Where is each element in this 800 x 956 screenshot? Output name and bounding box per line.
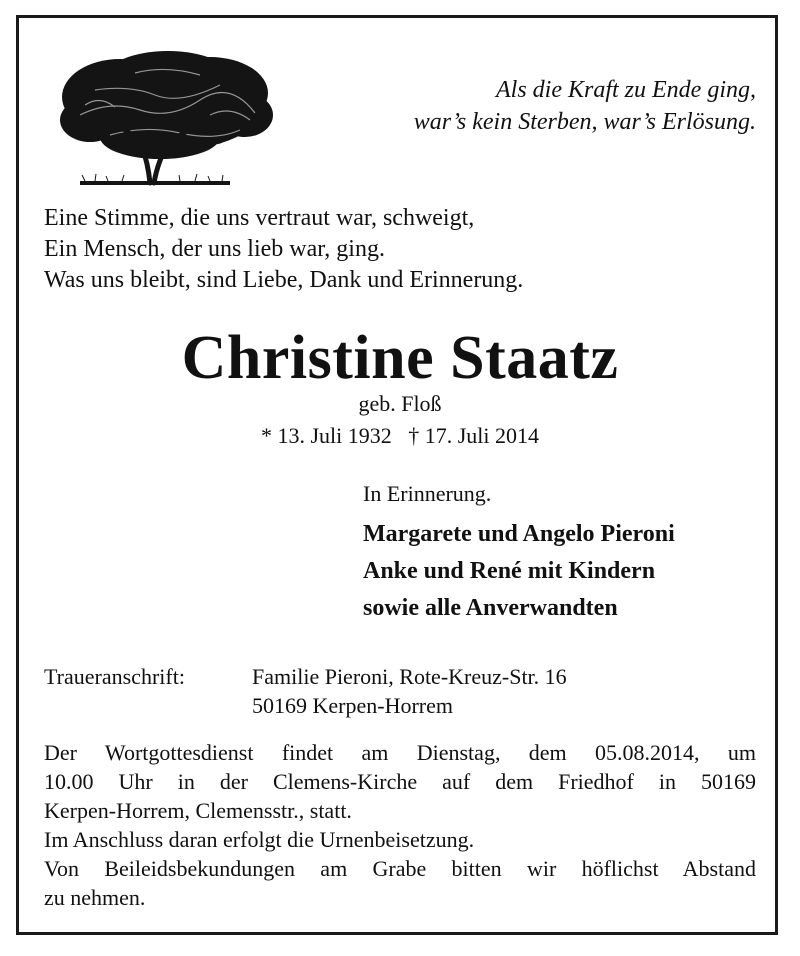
notice-line: zu nehmen. [44, 885, 146, 910]
mourner-line: sowie alle Anverwandten [363, 595, 618, 621]
notice-line: 10.00 Uhr in der Clemens-Kirche auf dem Friedhof in 50169 [44, 769, 756, 794]
deceased-name: Christine Staatz [181, 324, 619, 392]
poem [44, 203, 523, 296]
notice-line: Kerpen-Horrem, Clemensstr., statt. [44, 798, 352, 823]
motto-line: Als die Kraft zu Ende ging, [496, 77, 756, 103]
poem-line: Was uns bleibt, sind Liebe, Dank und Erinnerung. [44, 267, 524, 293]
mourning-address [252, 662, 567, 720]
address-line: 50169 Kerpen-Horrem [252, 693, 453, 718]
life-dates: * 13. Juli 1932 † 17. Juli 2014 [260, 423, 540, 448]
address-line: Familie Pieroni, Rote-Kreuz-Str. 16 [252, 664, 567, 689]
service-notice [44, 738, 756, 912]
mourners-list [363, 516, 675, 627]
address-label: Traueranschrift: [44, 664, 185, 689]
notice-line: Der Wortgottesdienst findet am Dienstag, dem 05.08.2014, um [44, 740, 756, 765]
mourner-line: Margarete und Angelo Pieroni [363, 521, 675, 547]
poem-line: Eine Stimme, die uns vertraut war, schweigt, [44, 205, 475, 231]
poem-line: Ein Mensch, der uns lieb war, ging. [44, 236, 385, 262]
mourner-line: Anke und René mit Kindern [363, 558, 656, 584]
memory-intro: In Erinnerung. [363, 481, 492, 506]
birth-name: geb. Floß [358, 391, 442, 416]
motto [414, 74, 756, 138]
notice-line: Von Beileidsbekundungen am Grabe bitten wir höflichst Abstand [44, 856, 756, 881]
motto-line: war’s kein Sterben, war’s Erlösung. [413, 109, 756, 135]
notice-line: Im Anschluss daran erfolgt die Urnenbeisetzung. [44, 827, 475, 852]
tree-icon [50, 45, 280, 195]
